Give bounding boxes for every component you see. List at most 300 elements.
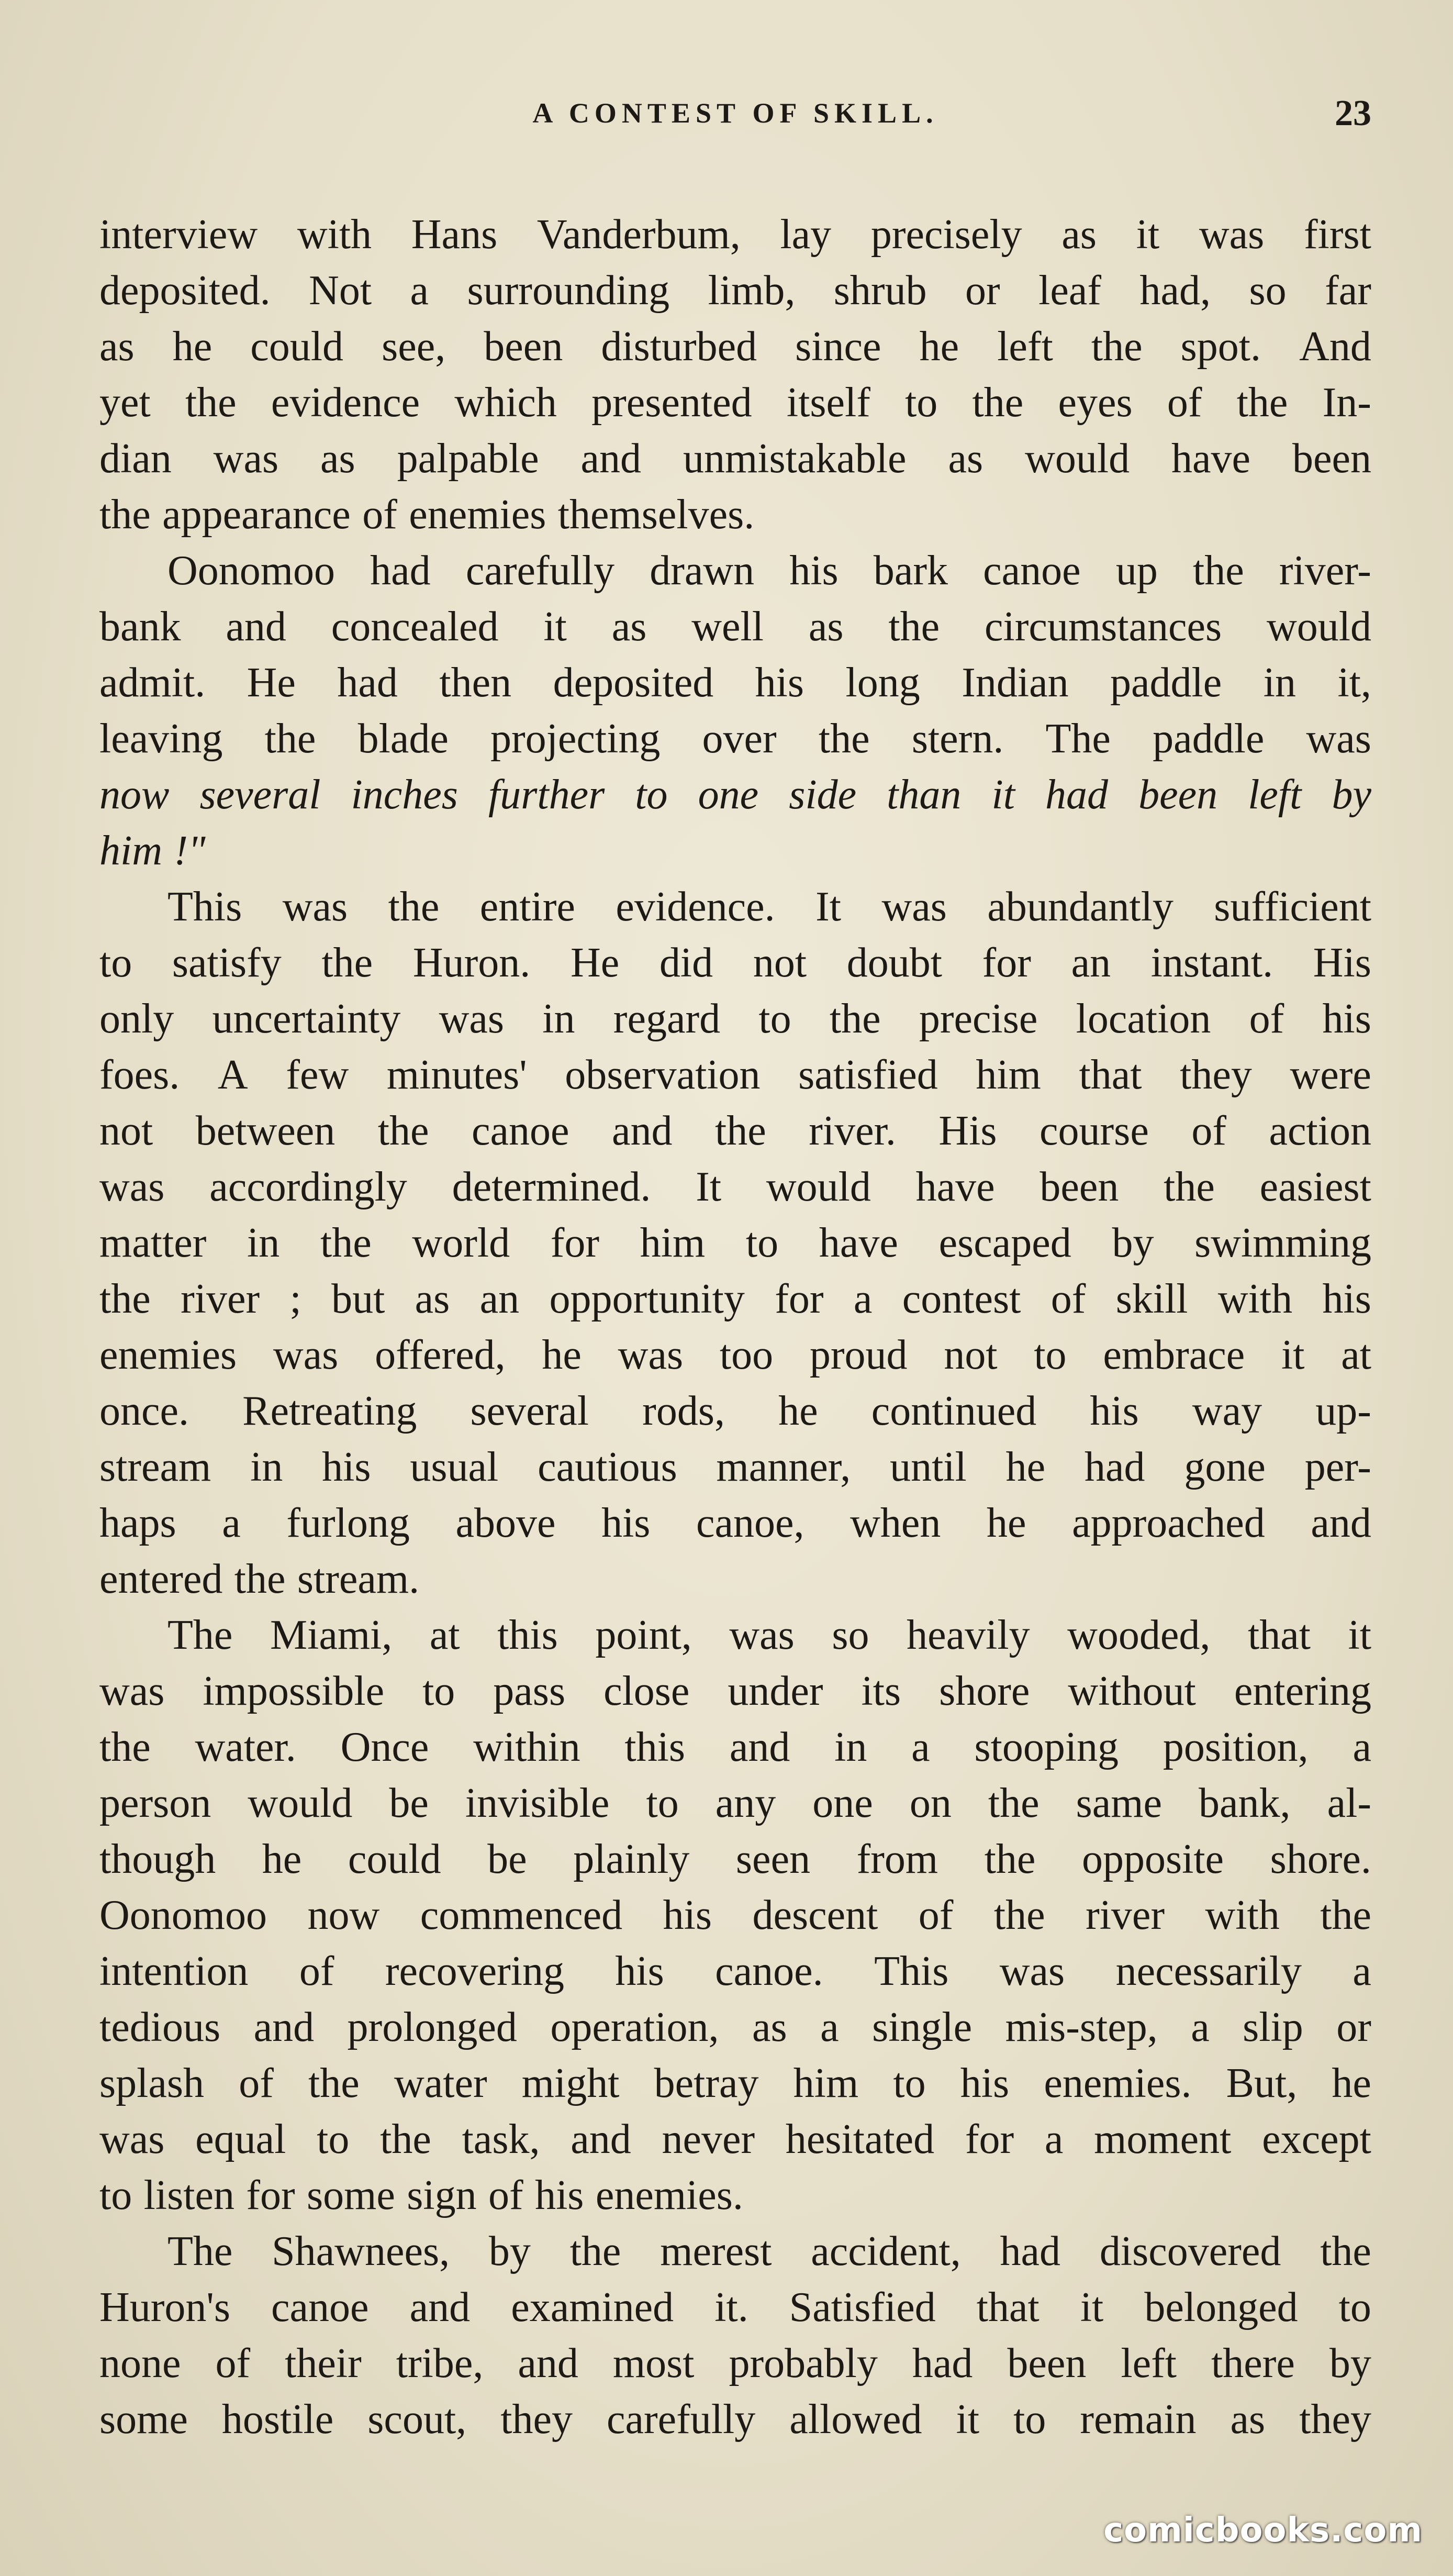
word: But,: [1226, 2060, 1298, 2106]
word: hostile: [221, 2396, 334, 2442]
word: limb,: [708, 268, 796, 314]
word: the: [99, 1724, 151, 1770]
word: at: [1341, 1332, 1371, 1378]
word: foes.: [99, 1052, 180, 1098]
word: leaf: [1038, 268, 1102, 314]
word: palpable: [397, 436, 539, 482]
word: not: [99, 1108, 153, 1154]
word: under: [728, 1668, 823, 1714]
word: Oonomoo: [99, 1892, 267, 1938]
word: the: [1164, 1164, 1215, 1210]
word: precise: [919, 996, 1038, 1042]
word: swimming: [1194, 1220, 1371, 1266]
word: proud: [809, 1332, 908, 1378]
text-line: [99, 1103, 1371, 1159]
text-line: [99, 2000, 1371, 2056]
text-line: [99, 1607, 1371, 1663]
word: disturbed: [601, 324, 757, 370]
word: were: [1290, 1052, 1371, 1098]
word: did: [659, 940, 713, 986]
text-line: [99, 2056, 1371, 2112]
word: it: [956, 2396, 980, 2442]
word: recovering: [385, 1948, 564, 1994]
word: mis-step,: [1005, 2004, 1158, 2050]
text-line: [99, 935, 1371, 991]
word: was: [618, 1332, 684, 1378]
word: betray: [654, 2060, 759, 2106]
word: him: [793, 2060, 859, 2106]
word: as: [611, 604, 647, 650]
word: easiest: [1259, 1164, 1371, 1210]
word: it: [1080, 2284, 1104, 2330]
word: cautious: [538, 1444, 677, 1490]
word: see,: [382, 324, 446, 370]
word: operation,: [550, 2004, 719, 2050]
word: A: [217, 1052, 248, 1098]
word: presented: [591, 380, 752, 426]
word: the: [380, 2116, 431, 2162]
word: scout,: [367, 2396, 467, 2442]
word: His: [1313, 940, 1371, 986]
word: had: [1000, 2228, 1061, 2274]
word: in: [542, 996, 575, 1042]
word: a: [820, 2004, 839, 2050]
word: one: [812, 1780, 873, 1826]
word: by: [1112, 1220, 1154, 1266]
word: had: [912, 2340, 973, 2386]
word: spot.: [1180, 324, 1261, 370]
word: as: [1230, 2396, 1266, 2442]
word: tedious: [99, 2004, 221, 2050]
word: way: [1192, 1388, 1262, 1434]
word: enemies.: [1044, 2060, 1192, 2106]
word: was: [999, 1948, 1065, 1994]
word: determined.: [452, 1164, 651, 1210]
word: and: [729, 1724, 790, 1770]
word: they: [500, 2396, 573, 2442]
word: Once: [340, 1724, 429, 1770]
word: !": [174, 828, 206, 874]
word: the: [388, 884, 440, 930]
word: his: [535, 2172, 584, 2218]
word: his: [663, 1892, 712, 1938]
word: until: [890, 1444, 967, 1490]
text-line: [99, 1887, 1371, 1944]
word: leaving: [99, 716, 223, 762]
text-line: [99, 431, 1371, 487]
word: the: [377, 1108, 429, 1154]
word: of: [239, 2060, 274, 2106]
word: the: [988, 1780, 1040, 1826]
word: examined: [511, 2284, 674, 2330]
word: up-: [1315, 1388, 1371, 1434]
word: approached: [1072, 1500, 1265, 1546]
text-line: [99, 543, 1371, 599]
word: river: [1086, 1892, 1165, 1938]
word: carefully: [465, 548, 615, 594]
word: stooping: [974, 1724, 1119, 1770]
word: the: [99, 1276, 151, 1322]
word: was: [1306, 716, 1371, 762]
word: Indian: [962, 660, 1069, 706]
word: usual: [410, 1444, 499, 1490]
word: it: [1136, 212, 1160, 258]
word: than: [887, 772, 962, 818]
word: to: [317, 2116, 350, 2162]
word: canoe: [472, 1108, 569, 1154]
word: his: [1090, 1388, 1139, 1434]
text-line: [99, 2112, 1371, 2168]
word: satisfy: [172, 940, 282, 986]
word: close: [603, 1668, 690, 1714]
word: person: [99, 1780, 211, 1826]
word: the: [185, 380, 237, 426]
word: the: [99, 492, 151, 538]
word: well: [691, 604, 764, 650]
word: it,: [1337, 660, 1371, 706]
word: intention: [99, 1948, 249, 1994]
word: first: [1304, 212, 1371, 258]
word: the: [1320, 1892, 1371, 1938]
word: a: [222, 1500, 241, 1546]
word: In-: [1322, 380, 1371, 426]
word: the: [569, 2228, 621, 2274]
word: of: [488, 2172, 523, 2218]
word: of: [362, 492, 397, 538]
word: commenced: [420, 1892, 623, 1938]
word: allowed: [789, 2396, 922, 2442]
word: or: [1336, 2004, 1371, 2050]
word: discovered: [1099, 2228, 1281, 2274]
word: tribe,: [396, 2340, 484, 2386]
word: long: [845, 660, 920, 706]
word: canoe,: [696, 1500, 804, 1546]
word: offered,: [375, 1332, 506, 1378]
word: bank: [99, 604, 181, 650]
word: been: [1007, 2340, 1087, 2386]
word: the: [320, 1220, 372, 1266]
running-head: A CONTEST OF SKILL.: [532, 97, 938, 129]
word: for: [982, 940, 1031, 986]
word: he: [778, 1388, 818, 1434]
word: would: [248, 1780, 353, 1826]
text-line: [99, 1663, 1371, 1719]
word: invisible: [465, 1780, 610, 1826]
word: admit.: [99, 660, 206, 706]
word: with: [297, 212, 372, 258]
word: only: [99, 996, 174, 1042]
word: precisely: [870, 212, 1022, 258]
text-line: [99, 1944, 1371, 2000]
word: most: [612, 2340, 695, 2386]
word: themselves.: [557, 492, 755, 538]
word: to: [1034, 1332, 1067, 1378]
word: of: [918, 1892, 954, 1938]
text-line: [99, 2224, 1371, 2280]
word: enemies: [99, 1332, 237, 1378]
word: that: [976, 2284, 1040, 2330]
word: had: [337, 660, 398, 706]
word: there: [1211, 2340, 1295, 2386]
word: canoe.: [715, 1948, 823, 1994]
word: and: [253, 2004, 315, 2050]
word: would: [1025, 436, 1130, 482]
word: it.: [714, 2284, 748, 2330]
word: it: [991, 772, 1015, 818]
text-line: [99, 1439, 1371, 1495]
word: gone: [1184, 1444, 1266, 1490]
word: deposited.: [99, 268, 271, 314]
page-number: 23: [1335, 93, 1371, 134]
word: accident,: [811, 2228, 961, 2274]
word: they: [1180, 1052, 1252, 1098]
word: instant.: [1150, 940, 1273, 986]
word: now: [307, 1892, 380, 1938]
word: It: [696, 1164, 722, 1210]
word: The: [1045, 716, 1111, 762]
word: escaped: [938, 1220, 1071, 1266]
word: his: [322, 1444, 371, 1490]
text-line: [99, 319, 1371, 375]
word: of: [1191, 1108, 1226, 1154]
word: shore: [939, 1668, 1030, 1714]
word: heavily: [907, 1612, 1030, 1658]
word: he: [987, 1500, 1026, 1546]
word: the: [321, 940, 373, 986]
word: him: [976, 1052, 1041, 1098]
word: evidence: [271, 380, 420, 426]
word: location: [1076, 996, 1211, 1042]
word: so: [832, 1612, 869, 1658]
text-line: [99, 767, 1371, 823]
word: of: [299, 1948, 334, 1994]
word: the: [888, 604, 940, 650]
word: drawn: [650, 548, 755, 594]
text-line: [99, 655, 1371, 711]
word: shore.: [1270, 1836, 1371, 1882]
word: an: [1071, 940, 1111, 986]
word: to: [1338, 2284, 1371, 2330]
word: prolonged: [347, 2004, 517, 2050]
word: remain: [1080, 2396, 1197, 2442]
word: Huron's: [99, 2284, 230, 2330]
word: so: [1249, 268, 1287, 314]
word: might: [521, 2060, 620, 2106]
word: The: [167, 2228, 233, 2274]
word: satisfied: [798, 1052, 938, 1098]
text-line: [99, 1719, 1371, 1775]
word: one: [698, 772, 759, 818]
word: opposite: [1081, 1836, 1224, 1882]
text-line: [99, 263, 1371, 319]
word: this: [497, 1612, 558, 1658]
word: to: [99, 2172, 132, 2218]
word: up: [1115, 548, 1158, 594]
text-line: [99, 1551, 1371, 1607]
word: bank,: [1199, 1780, 1291, 1826]
word: was: [729, 1612, 795, 1658]
word: eyes: [1058, 380, 1133, 426]
word: above: [455, 1500, 556, 1546]
word: skill: [1115, 1276, 1188, 1322]
word: none: [99, 2340, 181, 2386]
word: he: [919, 324, 959, 370]
word: pass: [493, 1668, 566, 1714]
word: he: [172, 324, 213, 370]
word: within: [473, 1724, 580, 1770]
word: as: [99, 324, 135, 370]
text-line: [99, 1775, 1371, 1831]
word: entire: [479, 884, 575, 930]
text-line: [99, 1495, 1371, 1551]
word: paddle: [1153, 716, 1265, 762]
word: enemies: [409, 492, 546, 538]
word: plainly: [573, 1836, 690, 1882]
word: the: [972, 380, 1024, 426]
word: same: [1076, 1780, 1162, 1826]
word: from: [856, 1836, 938, 1882]
word: merest: [660, 2228, 772, 2274]
word: wooded,: [1067, 1612, 1211, 1658]
text-line: [99, 207, 1371, 263]
word: contest: [902, 1276, 1021, 1322]
word: moment: [1094, 2116, 1232, 2162]
word: by: [1329, 2340, 1371, 2386]
text-line: [99, 375, 1371, 431]
word: his: [1322, 1276, 1371, 1322]
word: the: [993, 1892, 1045, 1938]
word: uncertainty: [212, 996, 401, 1042]
word: several: [199, 772, 321, 818]
word: side: [789, 772, 857, 818]
word: for: [965, 2116, 1014, 2162]
text-line: [99, 879, 1371, 935]
word: as: [415, 1276, 450, 1322]
word: except: [1262, 2116, 1371, 2162]
word: it: [1281, 1332, 1305, 1378]
word: and: [612, 1108, 673, 1154]
word: have: [1171, 436, 1251, 482]
word: Shawnees,: [272, 2228, 450, 2274]
word: by: [488, 2228, 531, 2274]
word: Hans: [411, 212, 498, 258]
word: hesitated: [785, 2116, 935, 2162]
word: ;: [289, 1276, 301, 1322]
word: impossible: [203, 1668, 385, 1714]
word: to: [635, 772, 668, 818]
word: entered: [99, 1556, 223, 1602]
word: necessarily: [1115, 1948, 1302, 1994]
word: any: [715, 1780, 776, 1826]
word: listen: [143, 2172, 234, 2218]
word: it: [543, 604, 567, 650]
word: and: [1311, 1500, 1371, 1546]
word: observation: [565, 1052, 761, 1098]
word: Miami,: [270, 1612, 393, 1658]
word: was: [99, 1164, 165, 1210]
word: between: [195, 1108, 336, 1154]
word: action: [1269, 1108, 1371, 1154]
word: or: [965, 268, 1000, 314]
word: stern.: [911, 716, 1004, 762]
word: bark: [873, 548, 948, 594]
word: projecting: [490, 716, 661, 762]
text-line: [99, 1159, 1371, 1215]
word: not: [944, 1332, 998, 1378]
word: several: [470, 1388, 589, 1434]
word: by: [1332, 772, 1371, 818]
word: was: [99, 1668, 165, 1714]
word: the: [715, 1108, 766, 1154]
word: river-: [1279, 548, 1371, 594]
word: over: [702, 716, 777, 762]
word: and: [409, 2284, 471, 2330]
word: This: [874, 1948, 949, 1994]
word: lay: [780, 212, 832, 258]
word: regard: [613, 996, 721, 1042]
word: Huron.: [412, 940, 531, 986]
word: as: [948, 436, 983, 482]
word: his: [960, 2060, 1010, 2106]
word: The: [167, 1612, 233, 1658]
word: his: [755, 660, 804, 706]
word: surrounding: [467, 268, 670, 314]
word: for: [775, 1276, 824, 1322]
word: of: [1050, 1276, 1086, 1322]
word: of: [1167, 380, 1202, 426]
word: accordingly: [209, 1164, 407, 1210]
word: It: [815, 884, 841, 930]
word: left: [997, 324, 1053, 370]
word: unmistakable: [683, 436, 907, 482]
word: deposited: [553, 660, 714, 706]
word: point,: [595, 1612, 692, 1658]
word: he: [542, 1332, 582, 1378]
word: a: [911, 1724, 930, 1770]
word: belonged: [1144, 2284, 1298, 2330]
word: canoe: [271, 2284, 369, 2330]
word: be: [389, 1780, 429, 1826]
word: since: [795, 324, 881, 370]
word: a: [853, 1276, 873, 1322]
word: and: [226, 604, 286, 650]
word: some: [99, 2396, 188, 2442]
word: been: [1138, 772, 1218, 818]
word: position,: [1163, 1724, 1309, 1770]
watermark: comicbooks.com: [1103, 2511, 1423, 2550]
word: dian: [99, 436, 172, 482]
word: that: [1079, 1052, 1142, 1098]
word: that: [1248, 1612, 1311, 1658]
word: though: [99, 1836, 216, 1882]
word: embrace: [1103, 1332, 1245, 1378]
word: water: [394, 2060, 487, 2106]
word: to: [422, 1668, 455, 1714]
word: to: [99, 940, 132, 986]
word: been: [1292, 436, 1371, 482]
word: the: [1091, 324, 1143, 370]
word: water.: [195, 1724, 296, 1770]
word: in: [247, 1220, 280, 1266]
word: its: [861, 1668, 901, 1714]
word: to: [758, 996, 791, 1042]
word: was: [439, 996, 505, 1042]
word: was: [213, 436, 279, 482]
word: but: [331, 1276, 385, 1322]
word: continued: [871, 1388, 1037, 1434]
word: as: [320, 436, 355, 482]
text-line: [99, 2168, 1371, 2224]
